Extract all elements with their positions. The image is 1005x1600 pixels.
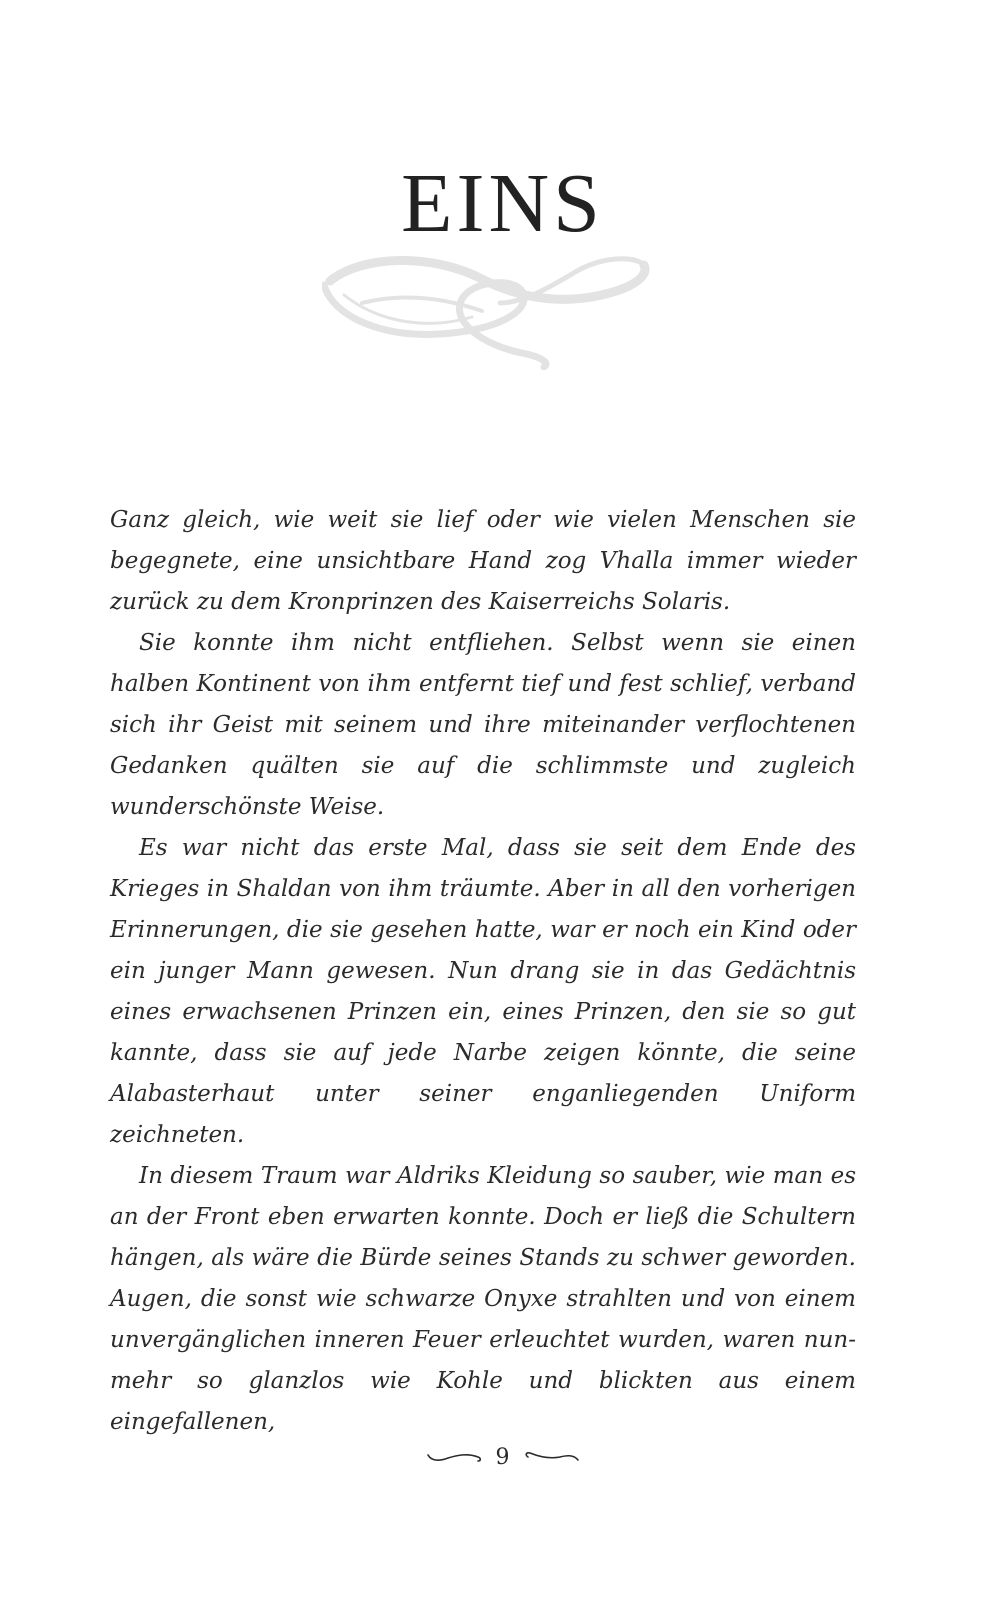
paragraph-4: In diesem Traum war Aldriks Kleidung so sauber, wie man es an der Front eben erwarten konnte. Doch er ließ die Schultern hängen, als wäre die Bürde seines Stands zu schwer geworden. Augen, die sonst wie schwarze Onyxe strahlten und von einem unvergänglichen inneren Feuer erleuchtet wurden, waren nunmehr so glanzlos wie Kohle und blickten aus einem eingefallenen, [110, 1163, 856, 1435]
chapter-body-text [110, 500, 856, 1443]
paragraph-3: Es war nicht das erste Mal, dass sie seit dem Ende des Krieges in Shaldan von ihm träumte. Aber in all den vorherigen Erinnerungen, die sie gesehen hatte, war er noch ein Kind oder ein junger Mann gewesen. Nun drang sie in das Gedächtnis eines erwachsenen Prinzen ein, eines Prinzen, den sie so gut kannte, dass sie auf jede Narbe zeigen könnte, die seine Alabasterhaut unter seiner enganliegenden Uniform zeichneten. [110, 835, 856, 1148]
right-swash-icon [524, 1449, 580, 1465]
left-swash-icon [426, 1449, 482, 1465]
paragraph-2: Sie konnte ihm nicht entfliehen. Selbst wenn sie einen halben Kontinent von ihm entfernt tief und fest schlief, verband sich ihr Geist mit seinem und ihre miteinander verflochtenen Gedanken quälten sie auf die schlimmste und zugleich wunderschönste Weise. [110, 630, 856, 820]
ornamental-flourish-icon [322, 245, 652, 370]
page-number: 9 [495, 1444, 510, 1470]
paragraph-1: Ganz gleich, wie weit sie lief oder wie vielen Menschen sie begegnete, eine unsichtbare Hand zog Vhalla immer wieder zurück zu dem Kronprinzen des Kaiserreichs Solaris. [110, 507, 856, 615]
chapter-title: EINS [401, 157, 604, 250]
page-folio [0, 1440, 1005, 1474]
